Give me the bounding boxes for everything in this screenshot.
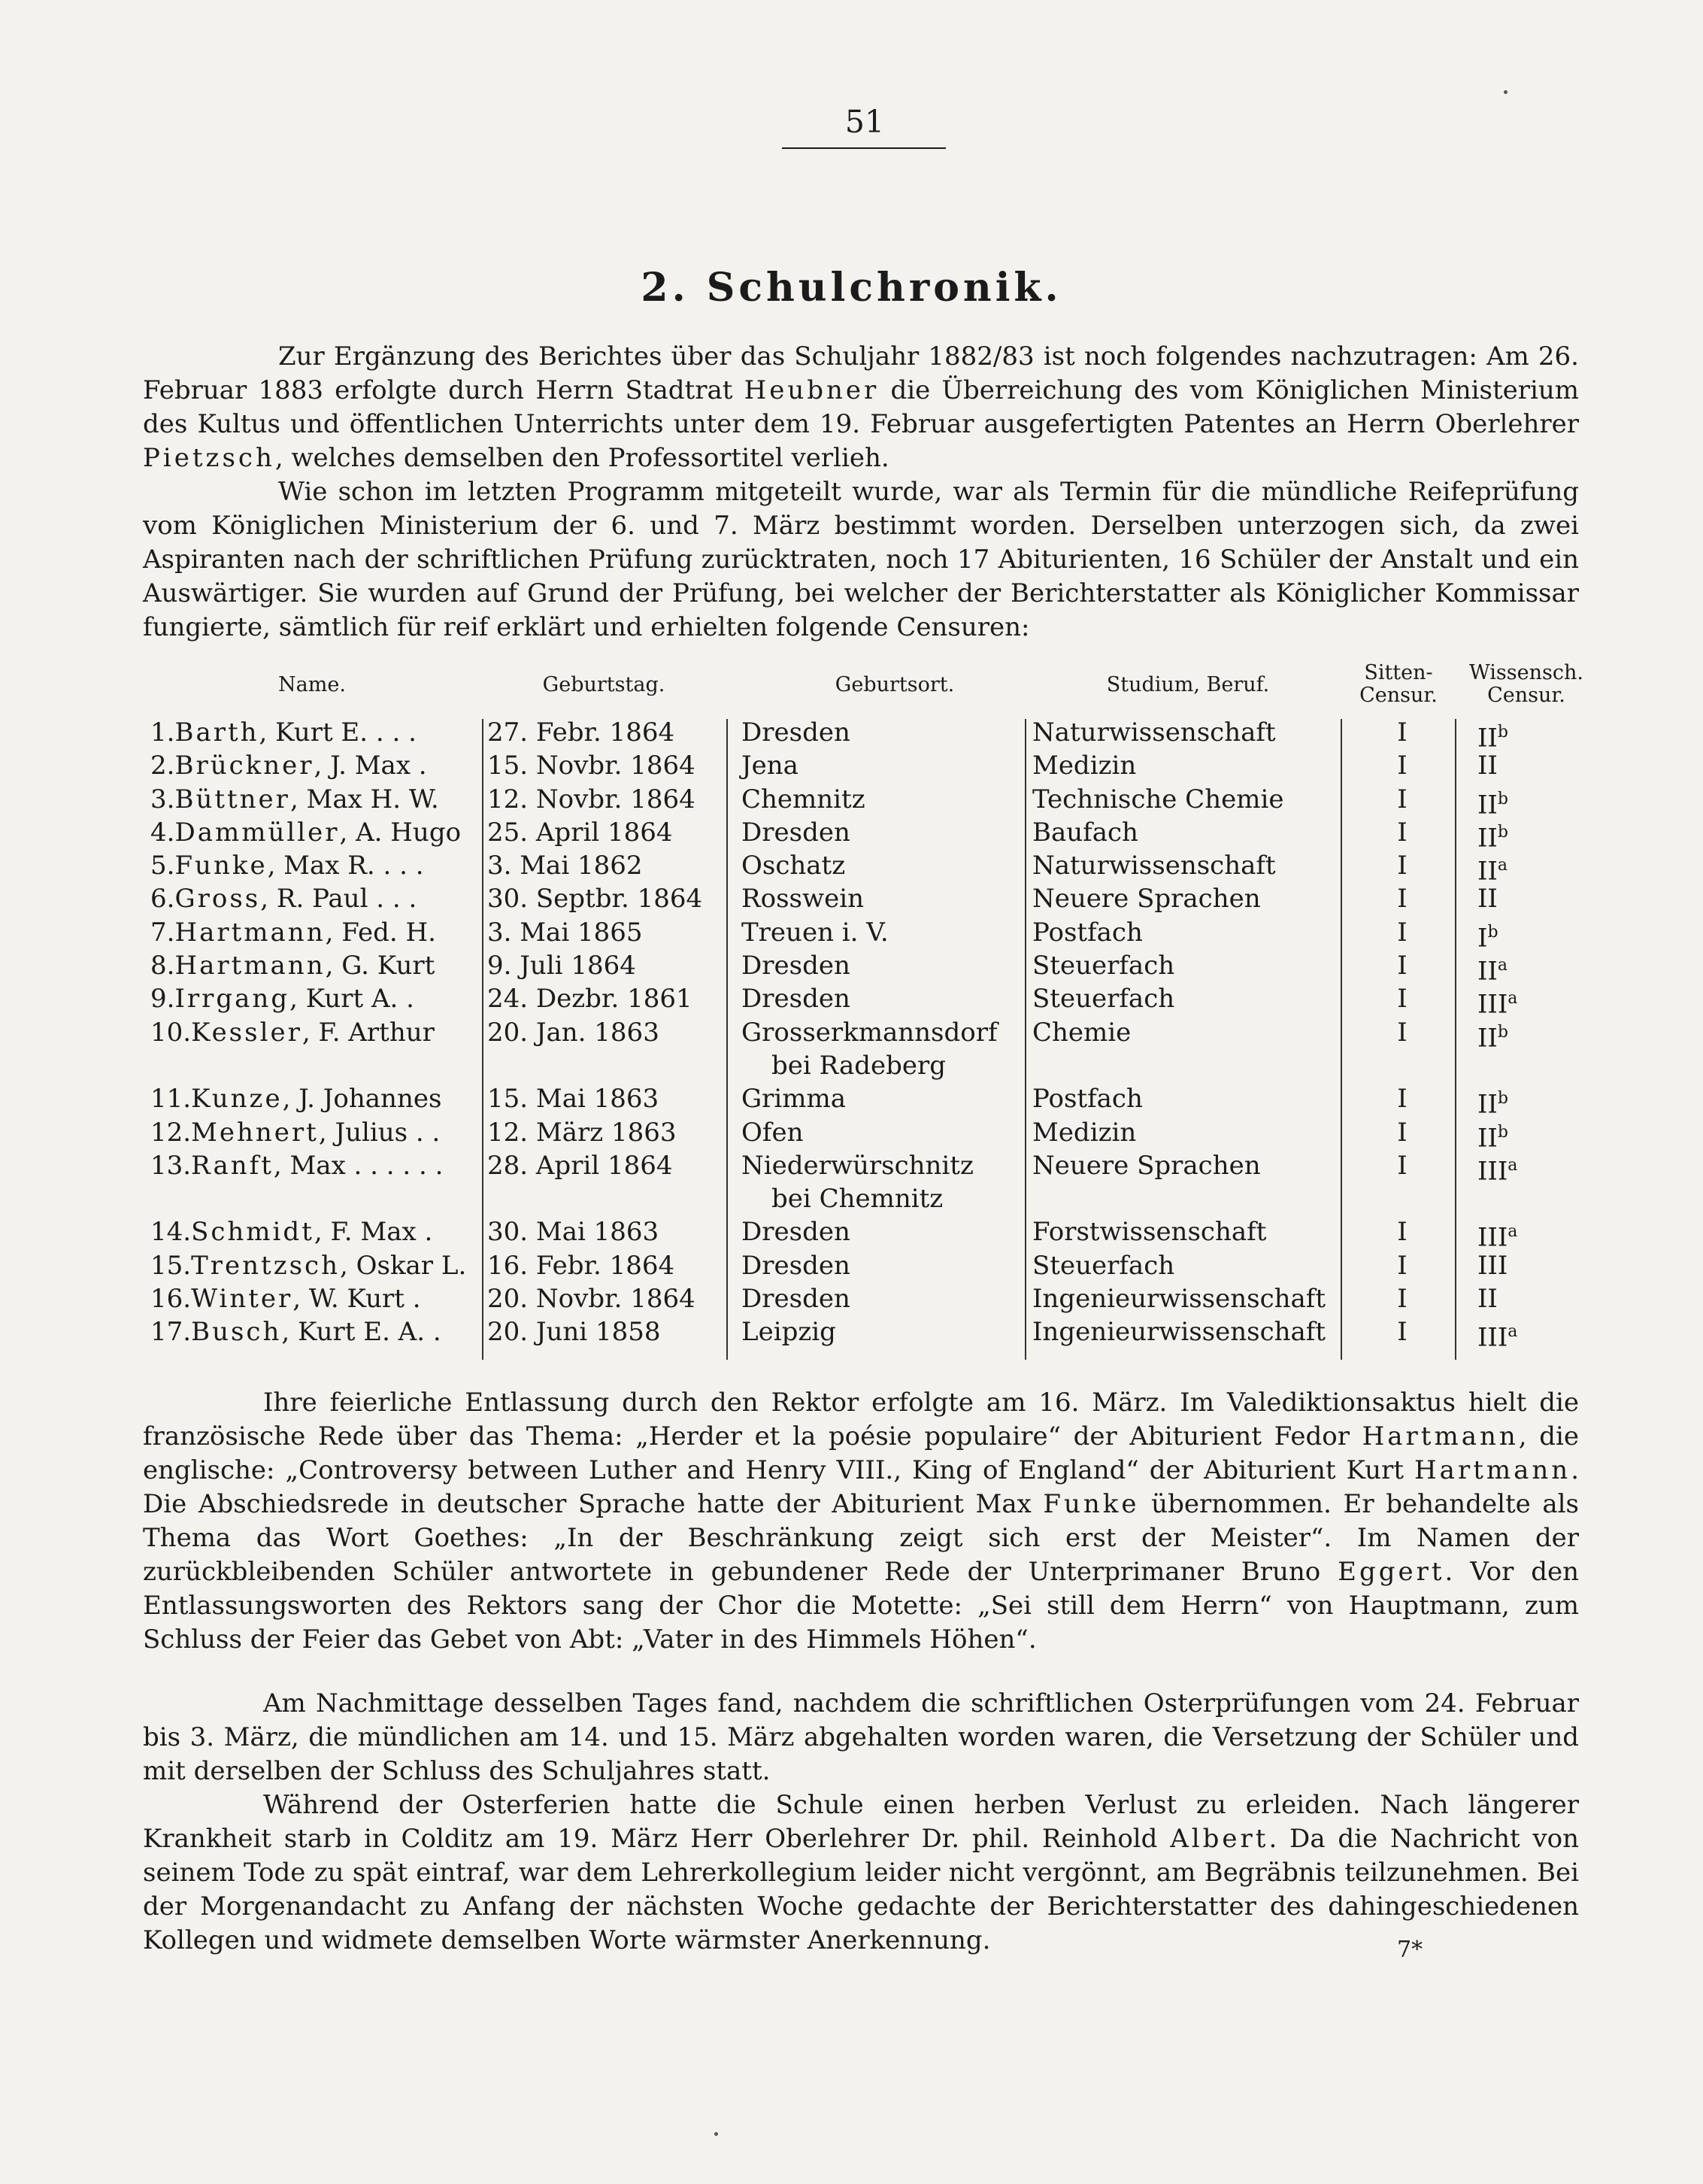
cell-birthdate: 30. Septbr. 1864 <box>487 884 703 915</box>
birthplace-line: Grimma <box>741 1084 847 1115</box>
cell-birthdate: 20. Jan. 1863 <box>487 1017 659 1048</box>
table-row <box>150 849 1579 887</box>
censur-suffix: b <box>1487 922 1498 942</box>
cell-study: Naturwissenschaft <box>1032 717 1276 748</box>
cell-study: Ingenieurwissenschaft <box>1032 1317 1326 1348</box>
birthplace-line: Ofen <box>741 1117 804 1148</box>
cell-sitten-censur: I <box>1397 1150 1408 1181</box>
surname: Hartmann <box>174 951 326 981</box>
page-number: 51 <box>844 104 885 140</box>
cell-name <box>150 783 481 816</box>
cell-wissensch-censur <box>1477 1315 1568 1354</box>
birthplace-line: Treuen i. V. <box>741 917 889 948</box>
table-row <box>150 783 1579 820</box>
censur-grade: III <box>1477 1156 1508 1187</box>
censur-grade: II <box>1477 1284 1498 1315</box>
table-header <box>150 661 1583 716</box>
row-number: 3. <box>150 784 175 814</box>
text-run: , die englische: „Controversy between Luther and Henry VIII., King of England“ der Abiturient Kurt <box>143 1421 1579 1485</box>
surname: Brückner <box>174 751 314 781</box>
cell-name <box>150 1249 481 1282</box>
cell-study: Medizin <box>1032 1117 1137 1148</box>
given-names: , J. Max . <box>314 751 427 781</box>
cell-study: Ingenieurwissenschaft <box>1032 1284 1326 1315</box>
text-run: . Da die Nachricht von seinem Tode zu spät eintraf, war dem Lehrerkollegium leider nicht vergönnt, am Begräbnis teilzunehmen. Bei der Morgenandacht zu Anfang der nächsten Woche gedachte der Berichterstatter des dahingeschiedenen Kollegen und widmete demselben Worte wärmster Anerkennung. <box>143 1824 1579 1955</box>
row-number: 2. <box>150 751 175 781</box>
given-names: , J. Johannes <box>282 1084 442 1115</box>
cell-name <box>150 949 481 982</box>
cell-sitten-censur: I <box>1397 1217 1408 1248</box>
cell-sitten-censur: I <box>1397 917 1408 948</box>
surname: Kessler <box>191 1017 302 1048</box>
censur-suffix: b <box>1497 723 1508 742</box>
cell-wissensch-censur <box>1477 1282 1568 1315</box>
censur-grade: II <box>1477 823 1498 854</box>
censur-grade: I <box>1477 923 1488 954</box>
column-rule-date <box>482 719 483 1360</box>
text-run: . Die Abschiedsrede in deutscher Sprache hatte der Abiturient Max <box>143 1455 1579 1519</box>
header-wiss: Wissensch. Censur. <box>1469 661 1583 707</box>
surname: Dammüller <box>174 817 340 848</box>
cell-sitten-censur: I <box>1397 784 1408 814</box>
text-run: Ihre feierliche Entlassung durch den Rektor erfolgte am 16. März. Im Valediktionsaktus hielt die französische Rede über das Thema: „Herder et la poésie populaire“ der Abiturient Fedor <box>143 1388 1579 1451</box>
cell-birthdate: 27. Febr. 1864 <box>487 717 675 748</box>
intro-paragraph-1 <box>143 340 1579 475</box>
cell-birthdate: 30. Mai 1863 <box>487 1217 659 1248</box>
cell-name <box>150 1282 481 1315</box>
header-place: Geburtsort. <box>835 673 955 696</box>
table-row <box>150 749 1579 782</box>
cell-sitten-censur: I <box>1397 1317 1408 1348</box>
given-names: , Oskar L. <box>340 1250 467 1281</box>
given-names: , Kurt A. . <box>289 984 414 1015</box>
surname: Büttner <box>174 784 290 814</box>
cell-name <box>150 1215 481 1248</box>
spaced-name: Albert <box>1170 1824 1269 1854</box>
spaced-name: Pietzsch <box>143 443 275 473</box>
cell-sitten-censur: I <box>1397 1284 1408 1315</box>
cell-birthplace <box>741 982 1027 1015</box>
row-number: 12. <box>150 1117 192 1148</box>
cell-birthdate: 15. Mai 1863 <box>487 1084 659 1115</box>
cell-study: Baufach <box>1032 817 1138 848</box>
censur-grade: II <box>1477 1023 1498 1053</box>
row-number: 14. <box>150 1217 192 1248</box>
column-rule-sitten-left <box>1341 719 1342 1360</box>
censur-grade: III <box>1477 1250 1508 1281</box>
row-number: 5. <box>150 851 175 881</box>
cell-study: Naturwissenschaft <box>1032 851 1276 881</box>
cell-study: Neuere Sprachen <box>1032 884 1261 915</box>
cell-birthdate: 9. Juli 1864 <box>487 951 636 981</box>
cell-birthplace <box>741 882 1027 915</box>
cell-name <box>150 1082 481 1115</box>
cell-birthplace <box>741 1116 1027 1149</box>
spaced-name: Funke <box>1043 1489 1140 1519</box>
birthplace-line: Leipzig <box>741 1317 836 1348</box>
text-run: Während der Osterferien hatte die Schule einen herben Verlust zu erleiden. Nach längerer Krankheit starb in Colditz am 19. März Herr Oberlehrer Dr. phil. Reinhold <box>143 1790 1579 1854</box>
row-number: 7. <box>150 917 175 948</box>
table-row <box>150 1116 1579 1153</box>
table-row <box>150 916 1579 954</box>
table-row <box>150 1149 1579 1216</box>
header-name: Name. <box>278 673 346 696</box>
birthplace-line-2: bei Chemnitz <box>771 1183 944 1214</box>
cell-birthdate: 16. Febr. 1864 <box>487 1250 675 1281</box>
censur-grade: II <box>1477 789 1498 820</box>
table-row <box>150 949 1579 987</box>
cell-birthplace <box>741 1282 1027 1315</box>
row-number: 15. <box>150 1250 192 1281</box>
censur-grade: II <box>1477 856 1498 887</box>
text-run: übernommen. Er behandelte als Thema das Wort Goethes: „In der Beschränkung zeigt sich erst der Meister“. Im Namen der zurückbleibenden Schüler antwortete in gebundener Rede der Unterprimaner Bruno <box>143 1489 1579 1587</box>
censur-suffix: b <box>1497 789 1508 808</box>
given-names: , W. Kurt . <box>292 1284 421 1315</box>
intro-paragraph-2: Wie schon im letzten Programm mitgeteilt wurde, war als Termin für die mündliche Reifeprüfung vom Königlichen Ministerium der 6. und 7. März bestimmt worden. Derselben unterzogen sich, da zwei Aspiranten nach der schriftlichen Prüfung zurücktraten, noch 17 Abiturienten, 16 Schüler der Anstalt und ein Auswärtiger. Sie wurden auf Grund der Prüfung, bei welcher der Berichterstatter als Königlicher Kommissar fungierte, sämtlich für reif erklärt und erhielten folgende Censuren: <box>143 477 1579 642</box>
spaced-name: Hartmann <box>1414 1455 1571 1485</box>
cell-birthplace <box>741 1016 1027 1082</box>
given-names: , Fed. H. <box>325 917 436 948</box>
cell-study: Medizin <box>1032 751 1137 781</box>
cell-sitten-censur: I <box>1397 851 1408 881</box>
cell-sitten-censur: I <box>1397 1117 1408 1148</box>
table-row <box>150 1249 1579 1282</box>
cell-sitten-censur: I <box>1397 951 1408 981</box>
censur-grade: II <box>1477 1122 1498 1153</box>
table-row <box>150 1082 1579 1120</box>
row-number: 1. <box>150 717 175 748</box>
text-run: die Überreichung des vom Königlichen Ministerium des Kultus und öffentlichen Unterrichts unter dem 19. Februar ausgefertigten Patentes an Herrn Oberlehrer <box>143 375 1579 439</box>
spaced-name: Heubner <box>744 375 880 405</box>
section-title: 2. Schulchronik. <box>641 265 1062 311</box>
cell-birthdate: 20. Novbr. 1864 <box>487 1284 695 1315</box>
censur-suffix: b <box>1497 1022 1508 1042</box>
cell-sitten-censur: I <box>1397 751 1408 781</box>
table-row <box>150 716 1579 754</box>
censur-grade: II <box>1477 884 1498 915</box>
cell-name <box>150 1149 481 1182</box>
cell-birthplace <box>741 716 1027 749</box>
table-row <box>150 1315 1579 1353</box>
surname: Busch <box>191 1317 282 1348</box>
cell-name <box>150 882 481 915</box>
cell-birthplace <box>741 1149 1027 1215</box>
table-row <box>150 882 1579 915</box>
cell-study: Steuerfach <box>1032 951 1175 981</box>
text-run: , welches demselben den Professortitel verlieh. <box>274 443 889 473</box>
surname: Kunze <box>191 1084 283 1115</box>
surname: Trentzsch <box>191 1250 340 1281</box>
cell-name <box>150 1315 481 1348</box>
cell-study: Steuerfach <box>1032 1250 1175 1281</box>
birthplace-line: Niederwürschnitz <box>741 1150 974 1181</box>
abiturienten-table <box>150 661 1583 1353</box>
row-number: 11. <box>150 1084 192 1115</box>
given-names: , Kurt E. . . . <box>259 717 417 748</box>
censur-grade: II <box>1477 723 1498 754</box>
text-run: . Vor den Entlassungsworten des Rektors sang der Chor die Motette: „Sei still dem Herrn“ von Hauptmann, zum Schluss der Feier das Gebet von Abt: „Vater in des Himmels Höhen“. <box>143 1557 1579 1655</box>
censur-grade: II <box>1477 751 1498 781</box>
paper-speck <box>1504 90 1508 94</box>
cell-birthdate: 15. Novbr. 1864 <box>487 751 695 781</box>
cell-birthdate: 20. Juni 1858 <box>487 1317 661 1348</box>
table-row <box>150 1016 1579 1083</box>
table-body <box>150 716 1579 1353</box>
cell-name <box>150 916 481 949</box>
cell-name <box>150 1116 481 1149</box>
surname: Gross <box>174 884 261 915</box>
cell-wissensch-censur <box>1477 1249 1568 1282</box>
cell-name <box>150 816 481 849</box>
table-row <box>150 816 1579 854</box>
cell-sitten-censur: I <box>1397 717 1408 748</box>
row-number: 13. <box>150 1150 192 1181</box>
cell-birthplace <box>741 849 1027 882</box>
cell-birthplace <box>741 916 1027 949</box>
surname: Ranft <box>191 1150 274 1181</box>
birthplace-line-2: bei Radeberg <box>771 1050 947 1081</box>
given-names: , F. Arthur <box>302 1017 435 1048</box>
cell-birthdate: 12. Novbr. 1864 <box>487 784 695 814</box>
body-paragraph-5 <box>143 1788 1579 1958</box>
row-number: 17. <box>150 1317 192 1348</box>
birthplace-line: Dresden <box>741 717 850 748</box>
cell-sitten-censur: I <box>1397 1250 1408 1281</box>
spaced-name: Eggert <box>1338 1557 1445 1587</box>
cell-birthplace <box>741 816 1027 849</box>
cell-name <box>150 982 481 1015</box>
birthplace-line: Dresden <box>741 1217 850 1248</box>
cell-study: Steuerfach <box>1032 984 1175 1015</box>
row-number: 6. <box>150 884 175 915</box>
birthplace-line: Jena <box>741 751 798 781</box>
birthplace-line: Dresden <box>741 951 850 981</box>
surname: Mehnert <box>191 1117 319 1148</box>
censur-grade: II <box>1477 1089 1498 1120</box>
row-number: 9. <box>150 984 175 1015</box>
given-names: , Kurt E. A. . <box>281 1317 441 1348</box>
censur-suffix: a <box>1497 856 1508 875</box>
cell-birthdate: 3. Mai 1862 <box>487 851 643 881</box>
page-number-rule <box>782 147 946 149</box>
surname: Schmidt <box>191 1217 314 1248</box>
cell-study: Postfach <box>1032 1084 1143 1115</box>
column-rule-place <box>726 719 728 1360</box>
cell-name <box>150 1016 481 1049</box>
birthplace-line: Grosserkmannsdorf <box>741 1017 998 1048</box>
surname: Barth <box>174 717 259 748</box>
cell-birthplace <box>741 1315 1027 1348</box>
given-names: , Max H. W. <box>289 784 439 814</box>
header-date: Geburtstag. <box>542 673 665 696</box>
table-row <box>150 982 1579 1020</box>
cell-sitten-censur: I <box>1397 984 1408 1015</box>
birthplace-line: Rosswein <box>741 884 864 915</box>
text-run: Zur Ergänzung des Berichtes über das Schuljahr 1882/83 ist noch folgendes nachzutragen: Am 26. Februar 1883 erfolgte durch Herrn Stadtrat <box>143 341 1579 405</box>
given-names: , F. Max . <box>314 1217 433 1248</box>
cell-name <box>150 749 481 782</box>
censur-suffix: b <box>1497 822 1508 842</box>
censur-suffix: b <box>1497 1122 1508 1142</box>
given-names: , R. Paul . . . <box>260 884 417 915</box>
cell-study: Technische Chemie <box>1032 784 1284 814</box>
cell-birthdate: 24. Dezbr. 1861 <box>487 984 692 1015</box>
row-number: 10. <box>150 1017 192 1048</box>
column-rule-study <box>1025 719 1026 1360</box>
censur-suffix: a <box>1508 1222 1518 1242</box>
cell-birthdate: 28. April 1864 <box>487 1150 673 1181</box>
cell-wissensch-censur <box>1477 1016 1568 1054</box>
cell-sitten-censur: I <box>1397 1017 1408 1048</box>
surname: Hartmann <box>174 917 326 948</box>
cell-sitten-censur: I <box>1397 1084 1408 1115</box>
header-study: Studium, Beruf. <box>1106 673 1270 696</box>
cell-wissensch-censur <box>1477 749 1568 782</box>
row-number: 8. <box>150 951 175 981</box>
header-sitten: Sitten- Censur. <box>1359 661 1438 707</box>
censur-suffix: a <box>1497 956 1508 975</box>
cell-name <box>150 849 481 882</box>
given-names: , Max R. . . . <box>267 851 424 881</box>
row-number: 16. <box>150 1284 192 1315</box>
birthplace-line: Dresden <box>741 1284 850 1315</box>
cell-birthdate: 3. Mai 1865 <box>487 917 643 948</box>
surname: Irrgang <box>174 984 290 1015</box>
censur-suffix: a <box>1508 1322 1518 1342</box>
cell-birthplace <box>741 949 1027 982</box>
cell-birthplace <box>741 1249 1027 1282</box>
spaced-name: Hartmann <box>1362 1421 1519 1451</box>
given-names: , G. Kurt <box>325 951 435 981</box>
birthplace-line: Dresden <box>741 1250 850 1281</box>
cell-study: Postfach <box>1032 917 1143 948</box>
cell-birthplace <box>741 749 1027 782</box>
cell-birthplace <box>741 1215 1027 1248</box>
cell-sitten-censur: I <box>1397 817 1408 848</box>
body-paragraph-3 <box>143 1386 1579 1657</box>
censur-grade: III <box>1477 989 1508 1020</box>
censur-suffix: b <box>1497 1089 1508 1109</box>
surname: Winter <box>191 1284 293 1315</box>
cell-wissensch-censur <box>1477 1149 1568 1188</box>
cell-name <box>150 716 481 749</box>
birthplace-line: Dresden <box>741 984 850 1015</box>
cell-birthdate: 12. März 1863 <box>487 1117 677 1148</box>
surname: Funke <box>174 851 268 881</box>
cell-study: Neuere Sprachen <box>1032 1150 1261 1181</box>
cell-wissensch-censur <box>1477 882 1568 915</box>
given-names: , Max . . . . . . <box>273 1150 444 1181</box>
body-paragraph-4: Am Nachmittage desselben Tages fand, nachdem die schriftlichen Osterprüfungen vom 24. Februar bis 3. März, die mündlichen am 14. und 15. März abgehalten worden waren, die Versetzung der Schüler und mit derselben der Schluss des Schuljahres statt. <box>143 1688 1579 1786</box>
birthplace-line: Dresden <box>741 817 850 848</box>
column-rule-sitten-right <box>1455 719 1456 1360</box>
censur-suffix: a <box>1508 1155 1518 1175</box>
cell-study: Forstwissenschaft <box>1032 1217 1267 1248</box>
paper-speck <box>714 2132 718 2136</box>
signature-mark: 7* <box>1397 1937 1423 1963</box>
cell-study: Chemie <box>1032 1017 1132 1048</box>
censur-suffix: a <box>1508 989 1518 1009</box>
cell-birthdate: 25. April 1864 <box>487 817 673 848</box>
given-names: , Julius . . <box>318 1117 441 1148</box>
censur-grade: II <box>1477 956 1498 987</box>
table-row <box>150 1215 1579 1253</box>
cell-birthplace <box>741 783 1027 816</box>
row-number: 4. <box>150 817 175 848</box>
censur-grade: III <box>1477 1222 1508 1253</box>
birthplace-line: Oschatz <box>741 851 846 881</box>
birthplace-line: Chemnitz <box>741 784 865 814</box>
censur-grade: III <box>1477 1322 1508 1353</box>
cell-birthplace <box>741 1082 1027 1115</box>
cell-sitten-censur: I <box>1397 884 1408 915</box>
given-names: , A. Hugo <box>339 817 462 848</box>
table-row <box>150 1282 1579 1315</box>
